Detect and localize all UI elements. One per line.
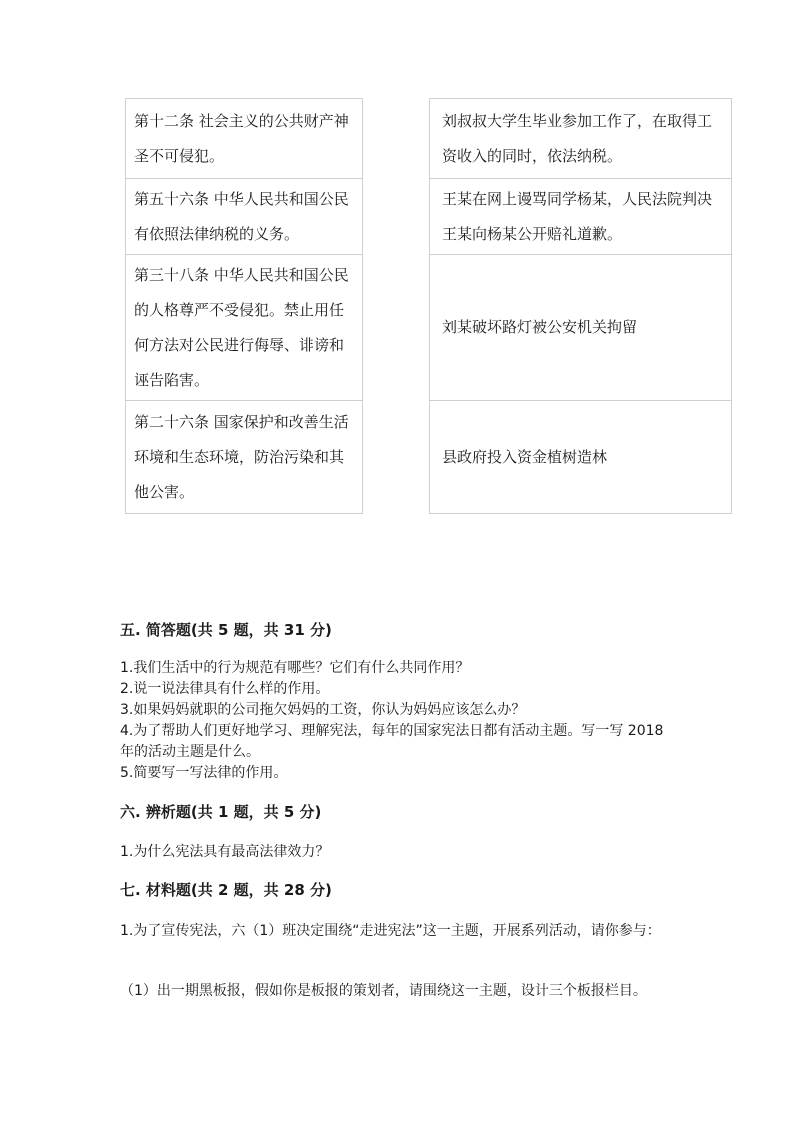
section-6-title: 六. 辨析题(共 1 题，共 5 分) [120, 803, 322, 821]
left-item-2-text: 第五十六条 中华人民共和国公民有依照法律纳税的义务。 [134, 189, 349, 243]
section-5-title: 五. 简答题(共 5 题，共 31 分) [120, 621, 332, 639]
left-item-4 [126, 400, 362, 514]
left-item-2 [126, 178, 362, 254]
right-item-1 [430, 98, 731, 178]
right-item-2 [430, 178, 731, 254]
right-item-4 [430, 400, 731, 514]
matching-left-column [125, 98, 363, 514]
section-6-question-1: 1.为什么宪法具有最高法律效力？ [120, 844, 330, 860]
left-item-3-text: 第三十八条 中华人民共和国公民的人格尊严不受侵犯。禁止用任何方法对公民进行侮辱、诽谤和诬告陷害。 [134, 265, 349, 389]
section-7-question-1-sub-1: （1）出一期黑板报，假如你是板报的策划者，请围绕这一主题，设计三个板报栏目。 [120, 983, 647, 999]
right-item-3 [430, 254, 731, 400]
section-5-question-1: 1.我们生活中的行为规范有哪些？它们有什么共同作用？ [120, 660, 470, 676]
right-item-3-text: 刘某破坏路灯被公安机关拘留 [442, 318, 638, 336]
section-5-question-2: 2.说一说法律具有什么样的作用。 [120, 681, 330, 697]
left-item-3 [126, 254, 362, 400]
left-item-1 [126, 98, 362, 178]
section-7-question-1: 1.为了宣传宪法，六（1）班决定围绕“走进宪法”这一主题，开展系列活动，请你参与： [120, 923, 661, 939]
right-item-1-text: 刘叔叔大学生毕业参加工作了，在取得工资收入的同时，依法纳税。 [442, 111, 713, 165]
left-item-1-text: 第十二条 社会主义的公共财产神圣不可侵犯。 [134, 111, 349, 165]
right-item-2-text: 王某在网上谩骂同学杨某，人民法院判决王某向杨某公开赔礼道歉。 [442, 189, 713, 243]
right-item-4-text: 县政府投入资金植树造林 [442, 447, 608, 466]
matching-right-column [429, 98, 732, 514]
section-5-question-3: 3.如果妈妈就职的公司拖欠妈妈的工资，你认为妈妈应该怎么办？ [120, 702, 526, 718]
section-5-question-4: 4.为了帮助人们更好地学习、理解宪法，每年的国家宪法日都有活动主题。写一写 2018 年的活动主题是什么。 [120, 723, 664, 760]
left-item-4-text: 第二十六条 国家保护和改善生活环境和生态环境，防治污染和其他公害。 [134, 412, 349, 501]
section-5-question-5: 5.简要写一写法律的作用。 [120, 765, 288, 781]
section-7-title: 七. 材料题(共 2 题，共 28 分) [120, 881, 332, 899]
